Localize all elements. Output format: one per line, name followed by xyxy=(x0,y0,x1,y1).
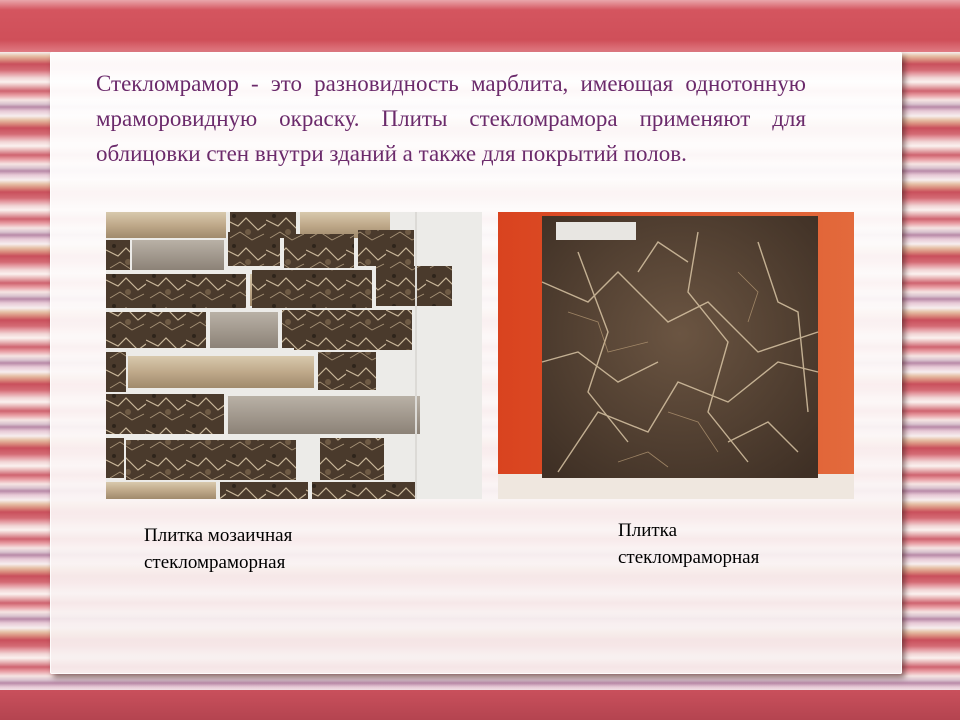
caption-mosaic-line1: Плитка мозаичная xyxy=(144,525,293,546)
marble-slab-image xyxy=(498,212,854,499)
bottom-stripe-band xyxy=(0,690,960,720)
mosaic-tile-photo xyxy=(106,212,482,499)
top-stripe-band xyxy=(0,0,960,52)
caption-slab-line2: стекломраморная xyxy=(618,547,760,568)
slab-tile-photo xyxy=(498,212,854,499)
mosaic-tile-image xyxy=(106,212,482,499)
caption-slab-tile xyxy=(618,517,848,571)
slide-paragraph: Стекломрамор - это разновидность марблита, имеющая однотонную мраморовидную окраску. Плиты стекломрамора применяют для облицовки стен внутри зданий а также для покрытий полов. xyxy=(96,71,806,166)
caption-mosaic-tile xyxy=(144,522,374,576)
caption-mosaic-line2: стекломраморная xyxy=(144,552,286,573)
caption-slab-line1: Плитка xyxy=(618,520,678,541)
